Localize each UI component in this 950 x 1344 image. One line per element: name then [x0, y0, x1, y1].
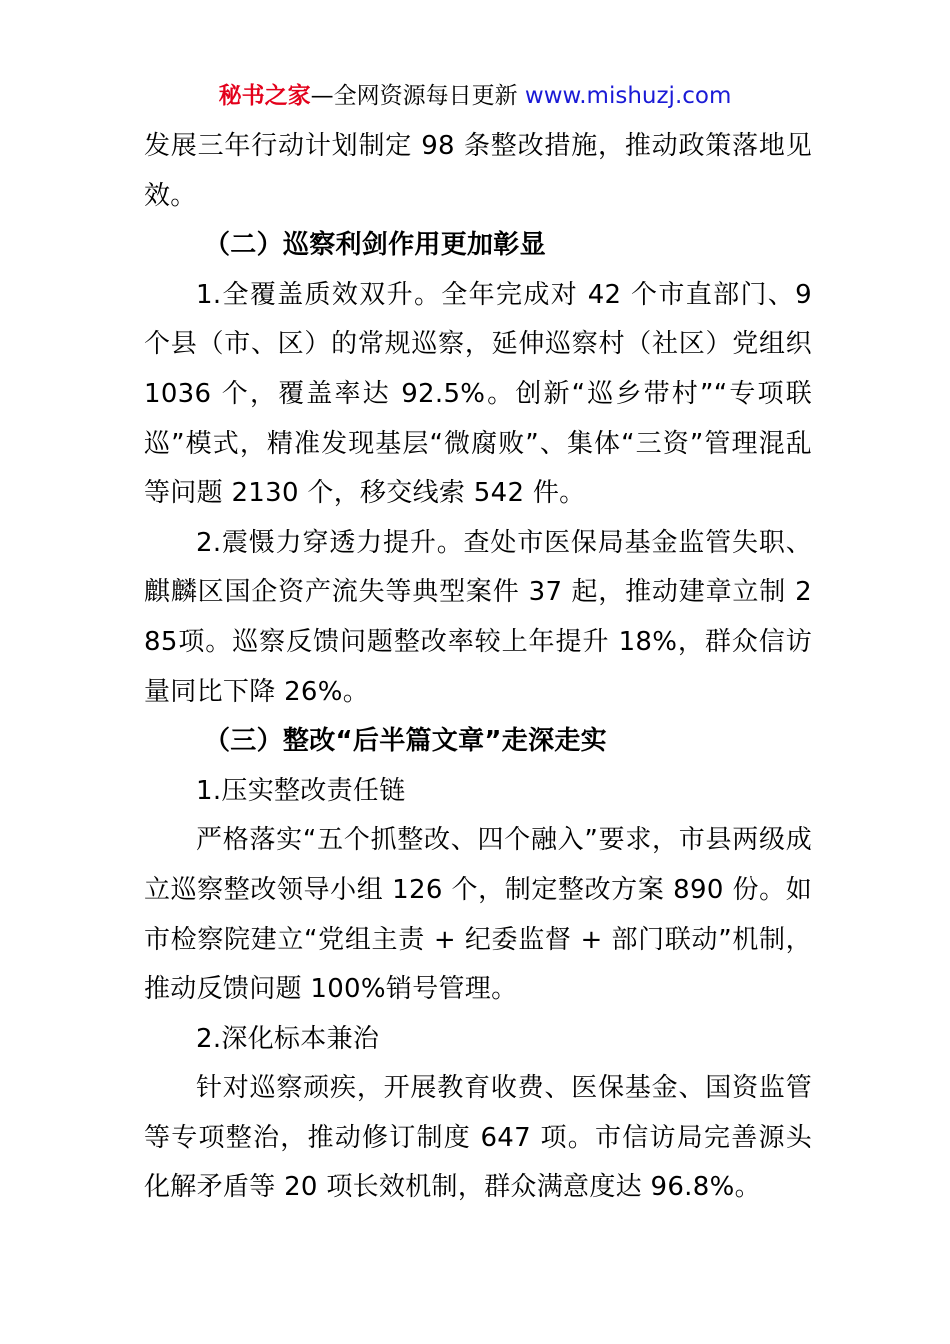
section-heading: （二）巡察利剑作用更加彰显	[204, 230, 546, 261]
body-paragraph: 1.全覆盖质效双升。全年完成对 42 个市直部门、9 个县（市、区）的常规巡察，延伸巡察村（社区）党组织1036 个，覆盖率达 92.5%。创新“巡乡带村”“专项联巡”模式，精准发现基层“微腐败”、集体“三资”管理混乱等问题 2130 个，移交线索 542 件。	[144, 279, 812, 509]
brand-name: 秘书之家	[218, 83, 311, 109]
subsection-title: 2.深化标本兼治	[196, 1023, 380, 1054]
body-paragraph: 发展三年行动计划制定 98 条整改措施，推动政策落地见效。	[144, 131, 812, 211]
subsection-title: 1.压实整改责任链	[196, 775, 406, 806]
document-body	[144, 122, 812, 1213]
banner-tagline: —全网资源每日更新	[310, 83, 525, 109]
header-banner	[0, 80, 950, 112]
section-heading: （三）整改“后半篇文章”走深走实	[204, 726, 607, 757]
site-url-link[interactable]: www.mishuzj.com	[524, 83, 732, 109]
body-paragraph: 严格落实“五个抓整改、四个融入”要求，市县两级成立巡察整改领导小组 126 个，制定整改方案 890 份。如市检察院建立“党组主责 + 纪委监督 + 部门联动”机制，推动反馈问题 100%销号管理。	[144, 825, 812, 1005]
body-paragraph: 针对巡察顽疾，开展教育收费、医保基金、国资监管等专项整治，推动修订制度 647 项。市信访局完善源头化解矛盾等 20 项长效机制，群众满意度达 96.8%。	[144, 1073, 812, 1203]
body-paragraph: 2.震慑力穿透力提升。查处市医保局基金监管失职、麒麟区国企资产流失等典型案件 37 起，推动建章立制 285项。巡察反馈问题整改率较上年提升 18%，群众信访量同比下降 26%。	[144, 527, 812, 707]
